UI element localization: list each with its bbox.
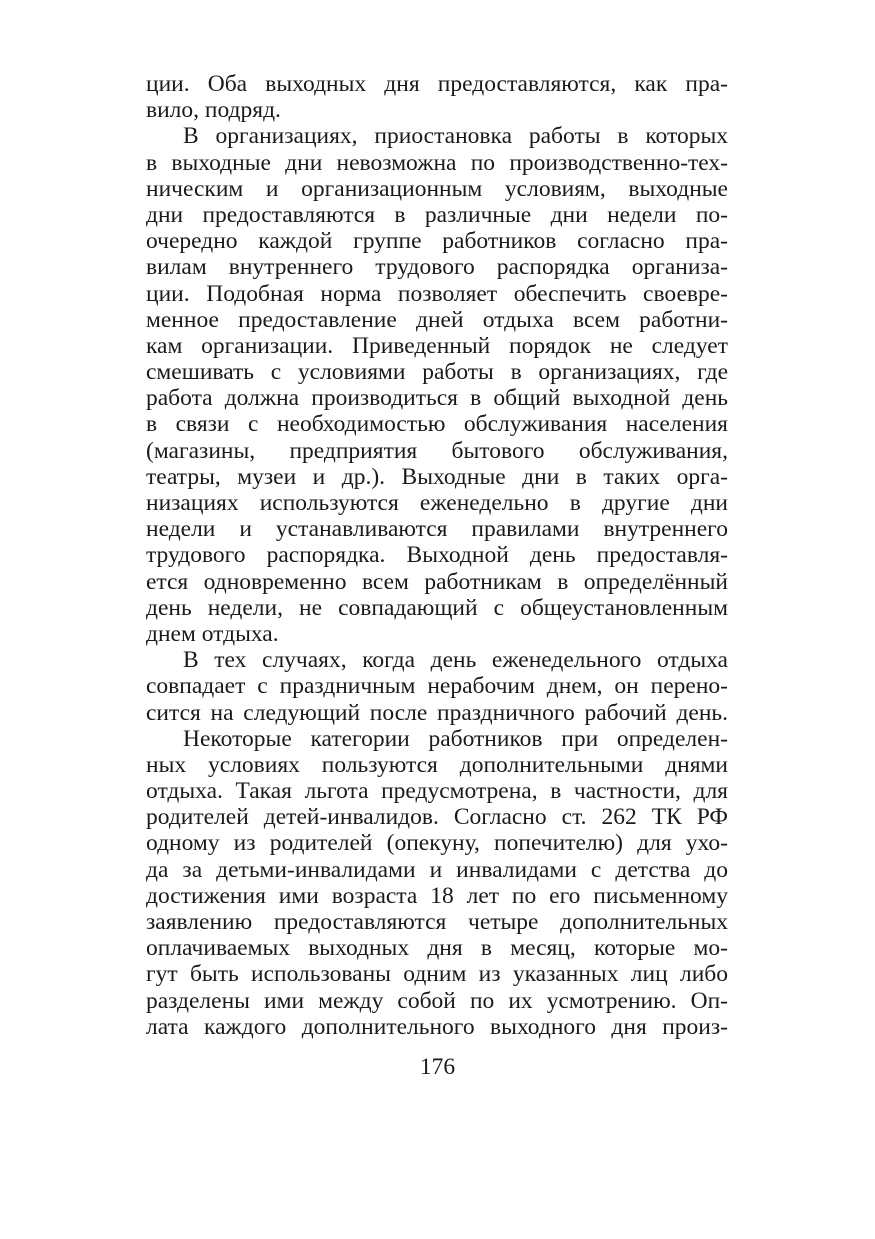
- text-line: лата каждого дополнительного выходного дня произ-: [146, 1013, 728, 1040]
- text-line: гут быть использованы одним из указанных лиц либо: [146, 961, 728, 988]
- page-number: 176: [419, 1054, 456, 1080]
- text-line: заявлению предоставляются четыре дополнительных: [146, 909, 728, 935]
- text-line: низациях используются еженедельно в другие дни: [146, 490, 728, 516]
- text-line: очередно каждой группе работников согласно пра-: [146, 228, 728, 255]
- text-line: родителей детей-инвалидов. Согласно ст. 262 ТК РФ: [146, 804, 728, 831]
- text-line: вило, подряд.: [146, 97, 281, 124]
- text-line: кам организации. Приведенный порядок не следует: [146, 332, 728, 359]
- text-line: трудового распорядка. Выходной день предоставля-: [146, 542, 728, 569]
- text-line: днем отдыха.: [146, 620, 279, 647]
- text-line: дни предоставляются в различные дни недели по-: [146, 201, 728, 228]
- text-line: сится на следующий после праздничного рабочий день.: [146, 699, 728, 726]
- body-text: [146, 71, 728, 1040]
- text-line: разделены ими между собой по их усмотрению. Оп-: [146, 987, 728, 1014]
- text-line: в связи с необходимостью обслуживания населения: [146, 411, 728, 438]
- text-line: В организациях, приостановка работы в которых: [183, 123, 728, 150]
- text-line: день недели, не совпадающий с общеустановленным: [146, 594, 728, 621]
- text-line: недели и устанавливаются правилами внутреннего: [146, 516, 728, 543]
- text-line: смешивать с условиями работы в организациях, где: [146, 359, 728, 386]
- text-line: вилам внутреннего трудового распорядка организа-: [146, 254, 728, 281]
- text-line: Некоторые категории работников при определен-: [183, 725, 728, 752]
- text-line: да за детьми-инвалидами и инвалидами с детства до: [146, 856, 728, 883]
- text-line: ных условиях пользуются дополнительными днями: [146, 751, 728, 778]
- text-line: одному из родителей (опекуну, попечителю) для ухо-: [146, 830, 728, 857]
- text-line: оплачиваемых выходных дня в месяц, которые мо-: [146, 935, 728, 962]
- text-line: отдыха. Такая льгота предусмотрена, в частности, для: [146, 778, 728, 805]
- text-line: (магазины, предприятия бытового обслуживания,: [146, 437, 728, 464]
- text-line: ническим и организационным условиям, выходные: [146, 175, 728, 202]
- text-line: ции. Оба выходных дня предоставляются, как пра-: [146, 71, 728, 97]
- text-line: менное предоставление дней отдыха всем работни-: [146, 306, 728, 333]
- text-line: ции. Подобная норма позволяет обеспечить своевре-: [146, 280, 728, 307]
- text-line: театры, музеи и др.). Выходные дни в таких орга-: [146, 463, 728, 490]
- text-line: ется одновременно всем работникам в определённый: [146, 568, 728, 595]
- text-line: достижения ими возраста 18 лет по его письменному: [146, 882, 728, 909]
- text-line: работа должна производиться в общий выходной день: [146, 385, 728, 412]
- text-line: В тех случаях, когда день еженедельного отдыха: [183, 647, 728, 674]
- text-line: в выходные дни невозможна по производственно-тех-: [146, 149, 728, 176]
- text-line: совпадает с праздничным нерабочим днем, он перено-: [146, 673, 728, 700]
